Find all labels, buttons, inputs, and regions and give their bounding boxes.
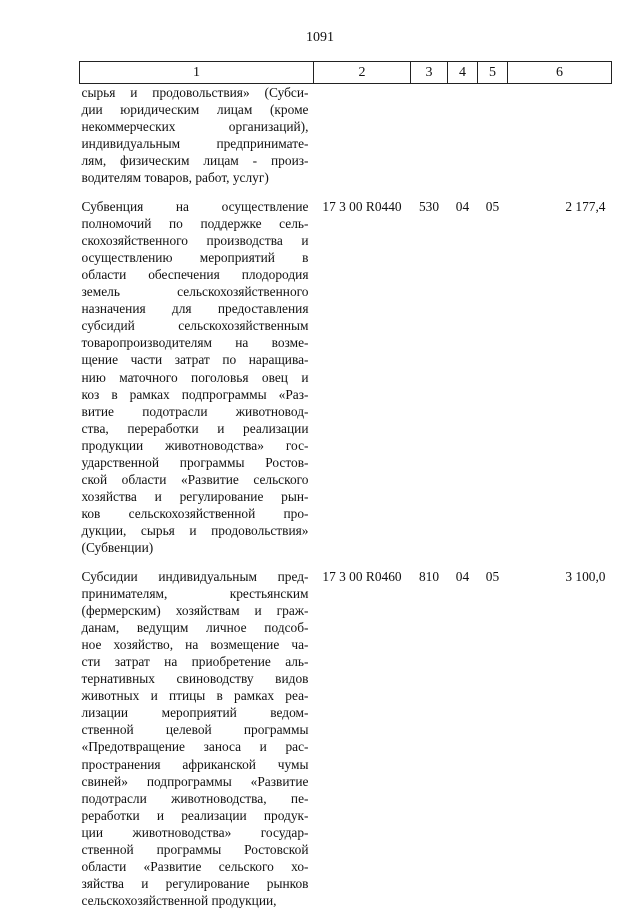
description-line: ции животноводства» государ- [81,824,309,840]
description-line: животных и птицы в рамках реа- [81,688,309,704]
description-line: Субсидии индивидуальным пред- [81,568,309,584]
column-header: 4 [448,62,478,84]
column-header: 5 [478,62,508,84]
description-line: щение части затрат по наращива- [81,352,309,368]
table-header-row [80,62,612,84]
expense-type-cell: 530 [418,198,440,214]
spacer-cell [508,557,612,568]
description-line: товаропроизводителям на возме- [81,335,309,351]
amount-cell [508,84,612,187]
description-line: (фермерским) хозяйствам и граж- [81,602,309,618]
description-line: лям, физическим лицам - произ- [81,153,309,169]
spacer-cell [411,187,448,198]
expense-type-cell [411,84,448,187]
description-line: лизации мероприятий ведом- [81,705,309,721]
spacer-cell [478,187,508,198]
description-line: сти затрат на приобретение аль- [81,654,309,669]
column-header: 3 [411,62,448,84]
spacer-cell [508,187,612,198]
column-header: 2 [314,62,411,84]
description-line: полномочий по поддержке сель- [81,215,309,231]
description-line: ударственной программы Ростов- [81,454,309,470]
description-line: индивидуальным предпринимате- [81,136,309,152]
target-code-cell: 17 3 00 R0460 [322,568,402,584]
spacer-cell [314,187,411,198]
description-line: ственной целевой программы [81,722,309,738]
description-line: данам, ведущим личное подсоб- [81,619,309,635]
budget-table [79,61,612,909]
page-number: 1091 [306,30,334,45]
description-line: свиней» подпрограммы «Развитие [81,773,309,789]
spacer-cell [448,557,478,568]
description-line: ственной программы Ростовской [81,842,309,858]
description-line: (Субвенции) [81,540,154,556]
spacer-cell [478,557,508,568]
spacer-cell [80,187,314,198]
row-spacer [80,187,612,198]
description-line: области обеспечения плодородия [81,266,309,282]
description-line: нию маточного поголовья овец и [81,369,309,385]
section-cell: 04 [455,568,470,584]
column-header: 1 [80,62,314,84]
column-header: 6 [508,62,612,84]
description-line: сырья и продовольствия» (Субси- [81,85,309,100]
description-line: хозяйства и регулирование рын- [81,489,309,505]
description-line: витие подотрасли животновод- [81,403,309,419]
description-line: пространения африканской чумы [81,756,309,772]
description-line: ской области «Развитие сельского [81,472,309,488]
subsection-cell [478,84,508,187]
description-line: ное хозяйство, на возмещение ча- [81,636,309,652]
description-line: осуществлению мероприятий в [81,249,309,265]
subsection-cell: 05 [485,198,500,214]
description-line: земель сельскохозяйственного [81,284,309,300]
subsection-cell: 05 [485,568,500,584]
description-line: ства, переработки и реализации [81,420,309,436]
section-cell [448,84,478,187]
description-line: дукции, сырья и продовольствия» [81,523,309,539]
spacer-cell [411,557,448,568]
spacer-cell [314,557,411,568]
description-line: некоммерческих организаций), [81,119,309,135]
description-line: принимателям, крестьянским [81,585,309,601]
description-line: зяйства и регулирование рынков [81,876,309,892]
description-line: ков сельскохозяйственной про- [81,506,309,522]
description-line: водителям товаров, работ, услуг) [81,170,269,186]
expense-type-cell: 810 [418,568,440,584]
description-cell [80,198,314,557]
description-line: Субвенция на осуществление [81,198,309,214]
description-line: подотрасли животноводства, пе- [81,790,309,806]
description-line: тернативных свиноводству видов [81,671,309,687]
description-line: сельскохозяйственной продукции, [81,893,277,909]
table-row [80,198,612,557]
row-spacer [80,557,612,568]
spacer-cell [80,557,314,568]
description-cell [80,568,314,909]
table-row [80,568,612,909]
description-line: субсидий сельскохозяйственным [81,318,309,334]
description-cell [80,84,314,187]
table-row [80,84,612,187]
description-line: назначения для предоставления [81,301,309,317]
description-line: реработки и реализации продук- [81,807,309,823]
description-line: коз в рамках подпрограммы «Раз- [81,386,309,402]
amount-cell: 3 100,0 [565,568,606,584]
target-code-cell [314,84,411,187]
description-line: «Предотвращение заноса и рас- [81,739,309,755]
description-line: дии юридическим лицам (кроме [81,102,309,118]
spacer-cell [448,187,478,198]
description-line: скохозяйственного производства и [81,232,309,248]
target-code-cell: 17 3 00 R0440 [322,198,402,214]
description-line: области «Развитие сельского хо- [81,859,309,875]
section-cell: 04 [455,198,470,214]
amount-cell: 2 177,4 [565,198,606,214]
description-line: продукции животноводства» гос- [81,437,309,453]
